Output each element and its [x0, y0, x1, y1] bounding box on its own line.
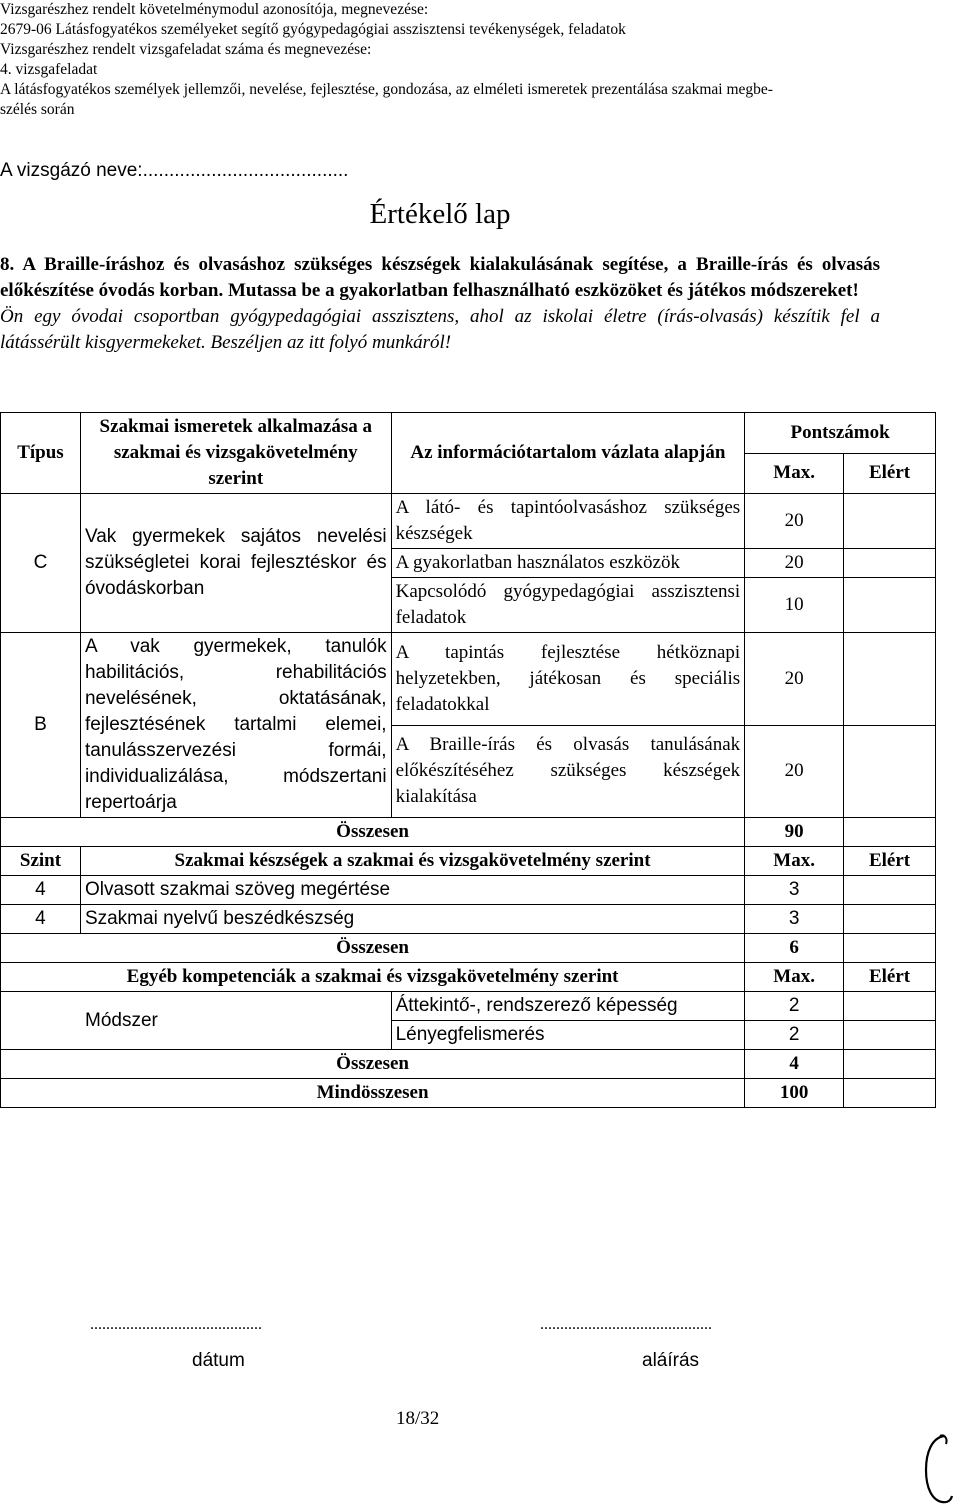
outline-cell: A tapintás fejlesztése hétköznapi helyzetekben, játékosan és speciális feladatokkal	[391, 633, 745, 726]
max-cell: 20	[745, 725, 844, 818]
signature-label: aláírás	[642, 1350, 700, 1371]
achieved-header: Elért	[844, 453, 936, 494]
knowledge-header: Szakmai ismeretek alkalmazása a szakmai és vizsgakövetelmény szerint	[80, 413, 391, 494]
other-header: Egyéb kompetenciák a szakmai és vizsgakövetelmény szerint	[1, 963, 745, 992]
skills-header: Szakmai készségek a szakmai és vizsgakövetelmény szerint	[80, 847, 744, 876]
achieved-header: Elért	[844, 963, 936, 992]
achieved-header: Elért	[844, 847, 936, 876]
achieved-cell[interactable]	[844, 725, 936, 818]
achieved-cell[interactable]	[844, 549, 936, 578]
max-header: Max.	[745, 453, 844, 494]
competence-cell: Lényegfelismerés	[391, 1021, 745, 1050]
evaluation-table	[0, 412, 936, 1108]
outline-cell: A gyakorlatban használatos eszközök	[391, 549, 745, 578]
max-cell: 20	[745, 494, 844, 549]
skill-cell: Szakmai nyelvű beszédkészség	[80, 905, 744, 934]
total-achieved[interactable]	[844, 934, 936, 963]
total-achieved[interactable]	[844, 818, 936, 847]
table-row	[1, 876, 936, 905]
achieved-cell[interactable]	[844, 633, 936, 726]
total-max: 4	[745, 1050, 844, 1079]
total-label: Összesen	[1, 818, 745, 847]
signature-line: ...........................................	[540, 1316, 712, 1333]
max-header: Max.	[745, 847, 844, 876]
total-row	[1, 934, 936, 963]
grand-total-row	[1, 1079, 936, 1108]
candidate-name-label: A vizsgázó neve:.......................................	[0, 160, 349, 181]
level-cell: 4	[1, 905, 81, 934]
task-scenario: Ön egy óvodai csoportban gyógypedagógiai asszisztens, ahol az iskolai életre (írás-olvasás) készítik fel a látássérült kisgyermekeket. Beszéljen az itt folyó munkáról!	[0, 306, 880, 353]
header-line: 4. vizsgafeladat	[0, 61, 98, 78]
achieved-cell[interactable]	[844, 494, 936, 549]
table-head-row	[1, 413, 936, 454]
grand-total-max: 100	[745, 1079, 844, 1108]
task-statement: 8. A Braille-íráshoz és olvasáshoz szükséges készségek kialakulásának segítése, a Braille-írás és olvasás előkészítése óvodás korban. Mutassa be a gyakorlatban felhasználható eszközöket és játékos módszereket!	[0, 254, 880, 301]
achieved-cell[interactable]	[844, 578, 936, 633]
handwritten-initial-icon	[918, 1430, 954, 1506]
grand-total-label: Mindösszesen	[1, 1079, 745, 1108]
total-max: 6	[745, 934, 844, 963]
total-label: Összesen	[1, 1050, 745, 1079]
outline-header: Az információtartalom vázlata alapján	[391, 413, 745, 494]
date-line: ...........................................	[90, 1316, 262, 1333]
page-header	[0, 0, 960, 120]
knowledge-cell: A vak gyermekek, tanulók habilitációs, rehabilitációs nevelésének, oktatásának, fejlesztésének tartalmi elemei, tanulásszervezési formái, individualizálása, módszertani repertoárja	[80, 633, 391, 818]
max-cell: 2	[745, 1021, 844, 1050]
achieved-cell[interactable]	[844, 1021, 936, 1050]
knowledge-cell: Vak gyermekek sajátos nevelési szükségletei korai fejlesztéskor és óvodáskorban	[80, 494, 391, 633]
max-cell: 2	[745, 992, 844, 1021]
total-row	[1, 818, 936, 847]
max-cell: 10	[745, 578, 844, 633]
header-line: szélés során	[0, 101, 75, 118]
skills-head-row	[1, 847, 936, 876]
table-row	[1, 992, 936, 1021]
type-cell: C	[1, 494, 81, 633]
skill-cell: Olvasott szakmai szöveg megértése	[80, 876, 744, 905]
achieved-cell[interactable]	[844, 905, 936, 934]
achieved-cell[interactable]	[844, 876, 936, 905]
grand-total-achieved[interactable]	[844, 1079, 936, 1108]
level-header: Szint	[1, 847, 81, 876]
total-label: Összesen	[1, 934, 745, 963]
outline-cell: A Braille-írás és olvasás tanulásának előkészítéséhez szükséges készségek kialakítása	[391, 725, 745, 818]
total-achieved[interactable]	[844, 1050, 936, 1079]
type-header: Típus	[1, 413, 81, 494]
total-max: 90	[745, 818, 844, 847]
outline-cell: Kapcsolódó gyógypedagógiai asszisztensi feladatok	[391, 578, 745, 633]
date-label: dátum	[192, 1350, 245, 1371]
level-cell: 4	[1, 876, 81, 905]
total-row	[1, 1050, 936, 1079]
max-cell: 20	[745, 633, 844, 726]
max-cell: 3	[745, 876, 844, 905]
achieved-cell[interactable]	[844, 992, 936, 1021]
other-head-row	[1, 963, 936, 992]
table-row	[1, 494, 936, 549]
page-title: Értékelő lap	[369, 198, 511, 230]
header-line: Vizsgarészhez rendelt követelménymodul azonosítója, megnevezése:	[0, 1, 429, 18]
max-cell: 20	[745, 549, 844, 578]
header-line: A látásfogyatékos személyek jellemzői, nevelése, fejlesztése, gondozása, az elméleti ismeretek prezentálása szakmai megbe-	[0, 81, 773, 98]
task-description	[0, 252, 880, 356]
table-row	[1, 905, 936, 934]
type-cell: B	[1, 633, 81, 818]
outline-cell: A látó- és tapintóolvasáshoz szükséges készségek	[391, 494, 745, 549]
competence-cell: Áttekintő-, rendszerező képesség	[391, 992, 745, 1021]
points-header: Pontszámok	[745, 413, 936, 454]
other-group-cell: Módszer	[1, 992, 392, 1050]
max-header: Max.	[745, 963, 844, 992]
max-cell: 3	[745, 905, 844, 934]
header-line: 2679-06 Látásfogyatékos személyeket segítő gyógypedagógiai asszisztensi tevékenységek, feladatok	[0, 21, 626, 38]
table-row	[1, 633, 936, 726]
header-line: Vizsgarészhez rendelt vizsgafeladat száma és megnevezése:	[0, 41, 372, 58]
page-number: 18/32	[396, 1408, 440, 1429]
